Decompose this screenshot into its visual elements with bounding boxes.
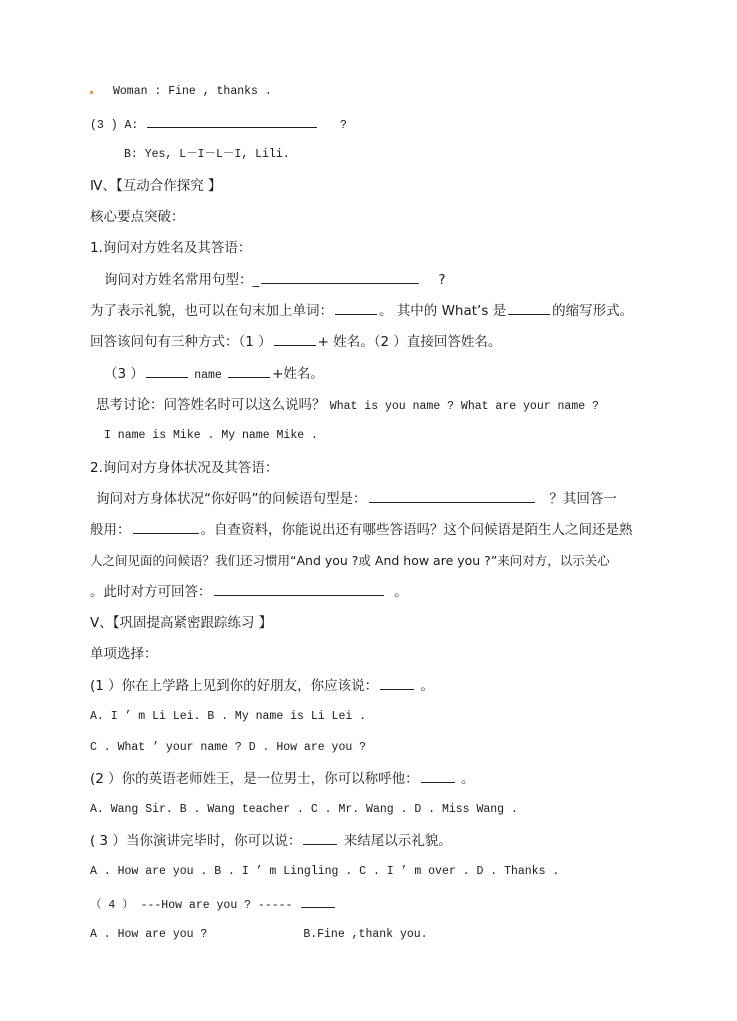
question-4-options: A . How are you ? B.Fine ,thank you. [90,928,428,941]
question-1-options-cd: C . What ’ your name ? D . How are you ? [90,741,367,754]
point-1-pattern-line: 询问对方姓名常用句型：_ ? [104,272,446,288]
question-3-options: A . How are you . B . I ’ m Lingling . C . I ’ m over . D . Thanks . [90,865,560,878]
answer-blank[interactable] [261,270,419,284]
point-2-pattern-line: 询问对方身体状况“你好吗”的问候语句型是： ？其回答一 [96,491,617,507]
subheading-single-choice: 单项选择： [90,646,158,662]
section-heading-iv: Ⅳ、【互动合作探究 】 [90,178,222,194]
answer-blank[interactable] [508,301,550,315]
subheading-key-points: 核心要点突破： [90,209,185,225]
question-1-options-ab: A. I ’ m Li Lei. B . My name is Li Lei . [90,710,367,723]
point-1-heading: 1.询问对方姓名及其答语： [90,240,252,256]
discussion-line: 思考讨论：问答姓名时可以这么说吗？ What is you name ? What are your name ? [96,397,599,413]
bullet-dot [90,91,93,94]
question-1: (1 ）你在上学路上见到你的好朋友，你应该说： 。 [90,678,434,694]
question-4: （ 4 ） ---How are you ? ----- [90,894,337,914]
answer-blank[interactable] [380,676,414,690]
point-1-answer-way-3: （3 ） name +姓名。 [104,366,324,382]
question-3: ( 3 ）当你演讲完毕时，你可以说： 来结尾以示礼貌。 [90,833,452,849]
dialog-line-3a: (3 ) A: ? [90,114,347,134]
point-2-heading: 2.询问对方身体状况及其答语： [90,460,279,476]
dialog-line-3b: B: Yes, L－I－L－I, Lili. [124,148,290,161]
answer-blank[interactable] [335,301,377,315]
section-heading-v: Ⅴ、【巩固提高紧密跟踪练习 】 [90,615,273,631]
answer-blank[interactable] [274,332,316,346]
question-2: (2 ）你的英语老师姓王，是一位男士，你可以称呼他： 。 [90,771,475,787]
answer-blank[interactable] [421,769,455,783]
answer-blank[interactable] [147,114,317,128]
answer-blank[interactable] [369,489,535,503]
answer-blank[interactable] [214,582,384,596]
point-2-greeting-note: 人之间见面的问候语？我们还习惯用“And you ?或 And how are you ?”来问对方，以示关心 [90,553,610,568]
point-2-reply-line: 。此时对方可回答： 。 [90,584,408,600]
question-2-options: A. Wang Sir. B . Wang teacher . C . Mr. Wang . D . Miss Wang . [90,803,518,816]
answer-blank[interactable] [228,364,270,378]
answer-blank[interactable] [303,831,337,845]
point-1-polite-line: 为了表示礼貌，也可以在句末加上单词： 。 其中的 What’s 是 的缩写形式。 [90,303,634,319]
point-2-answer-line: 般用： 。自查资料，你能说出还有哪些答语吗？这个问候语是陌生人之间还是熟 [90,522,633,538]
answer-blank[interactable] [133,520,199,534]
point-1-answer-ways: 回答该问句有三种方式：（1 ） + 姓名。（2 ）直接回答姓名。 [90,334,502,350]
answer-blank[interactable] [301,894,335,908]
discussion-example: I name is Mike . My name Mike . [104,429,318,442]
dialog-line-woman: Woman : Fine , thanks . [90,82,272,102]
answer-blank[interactable] [146,364,188,378]
